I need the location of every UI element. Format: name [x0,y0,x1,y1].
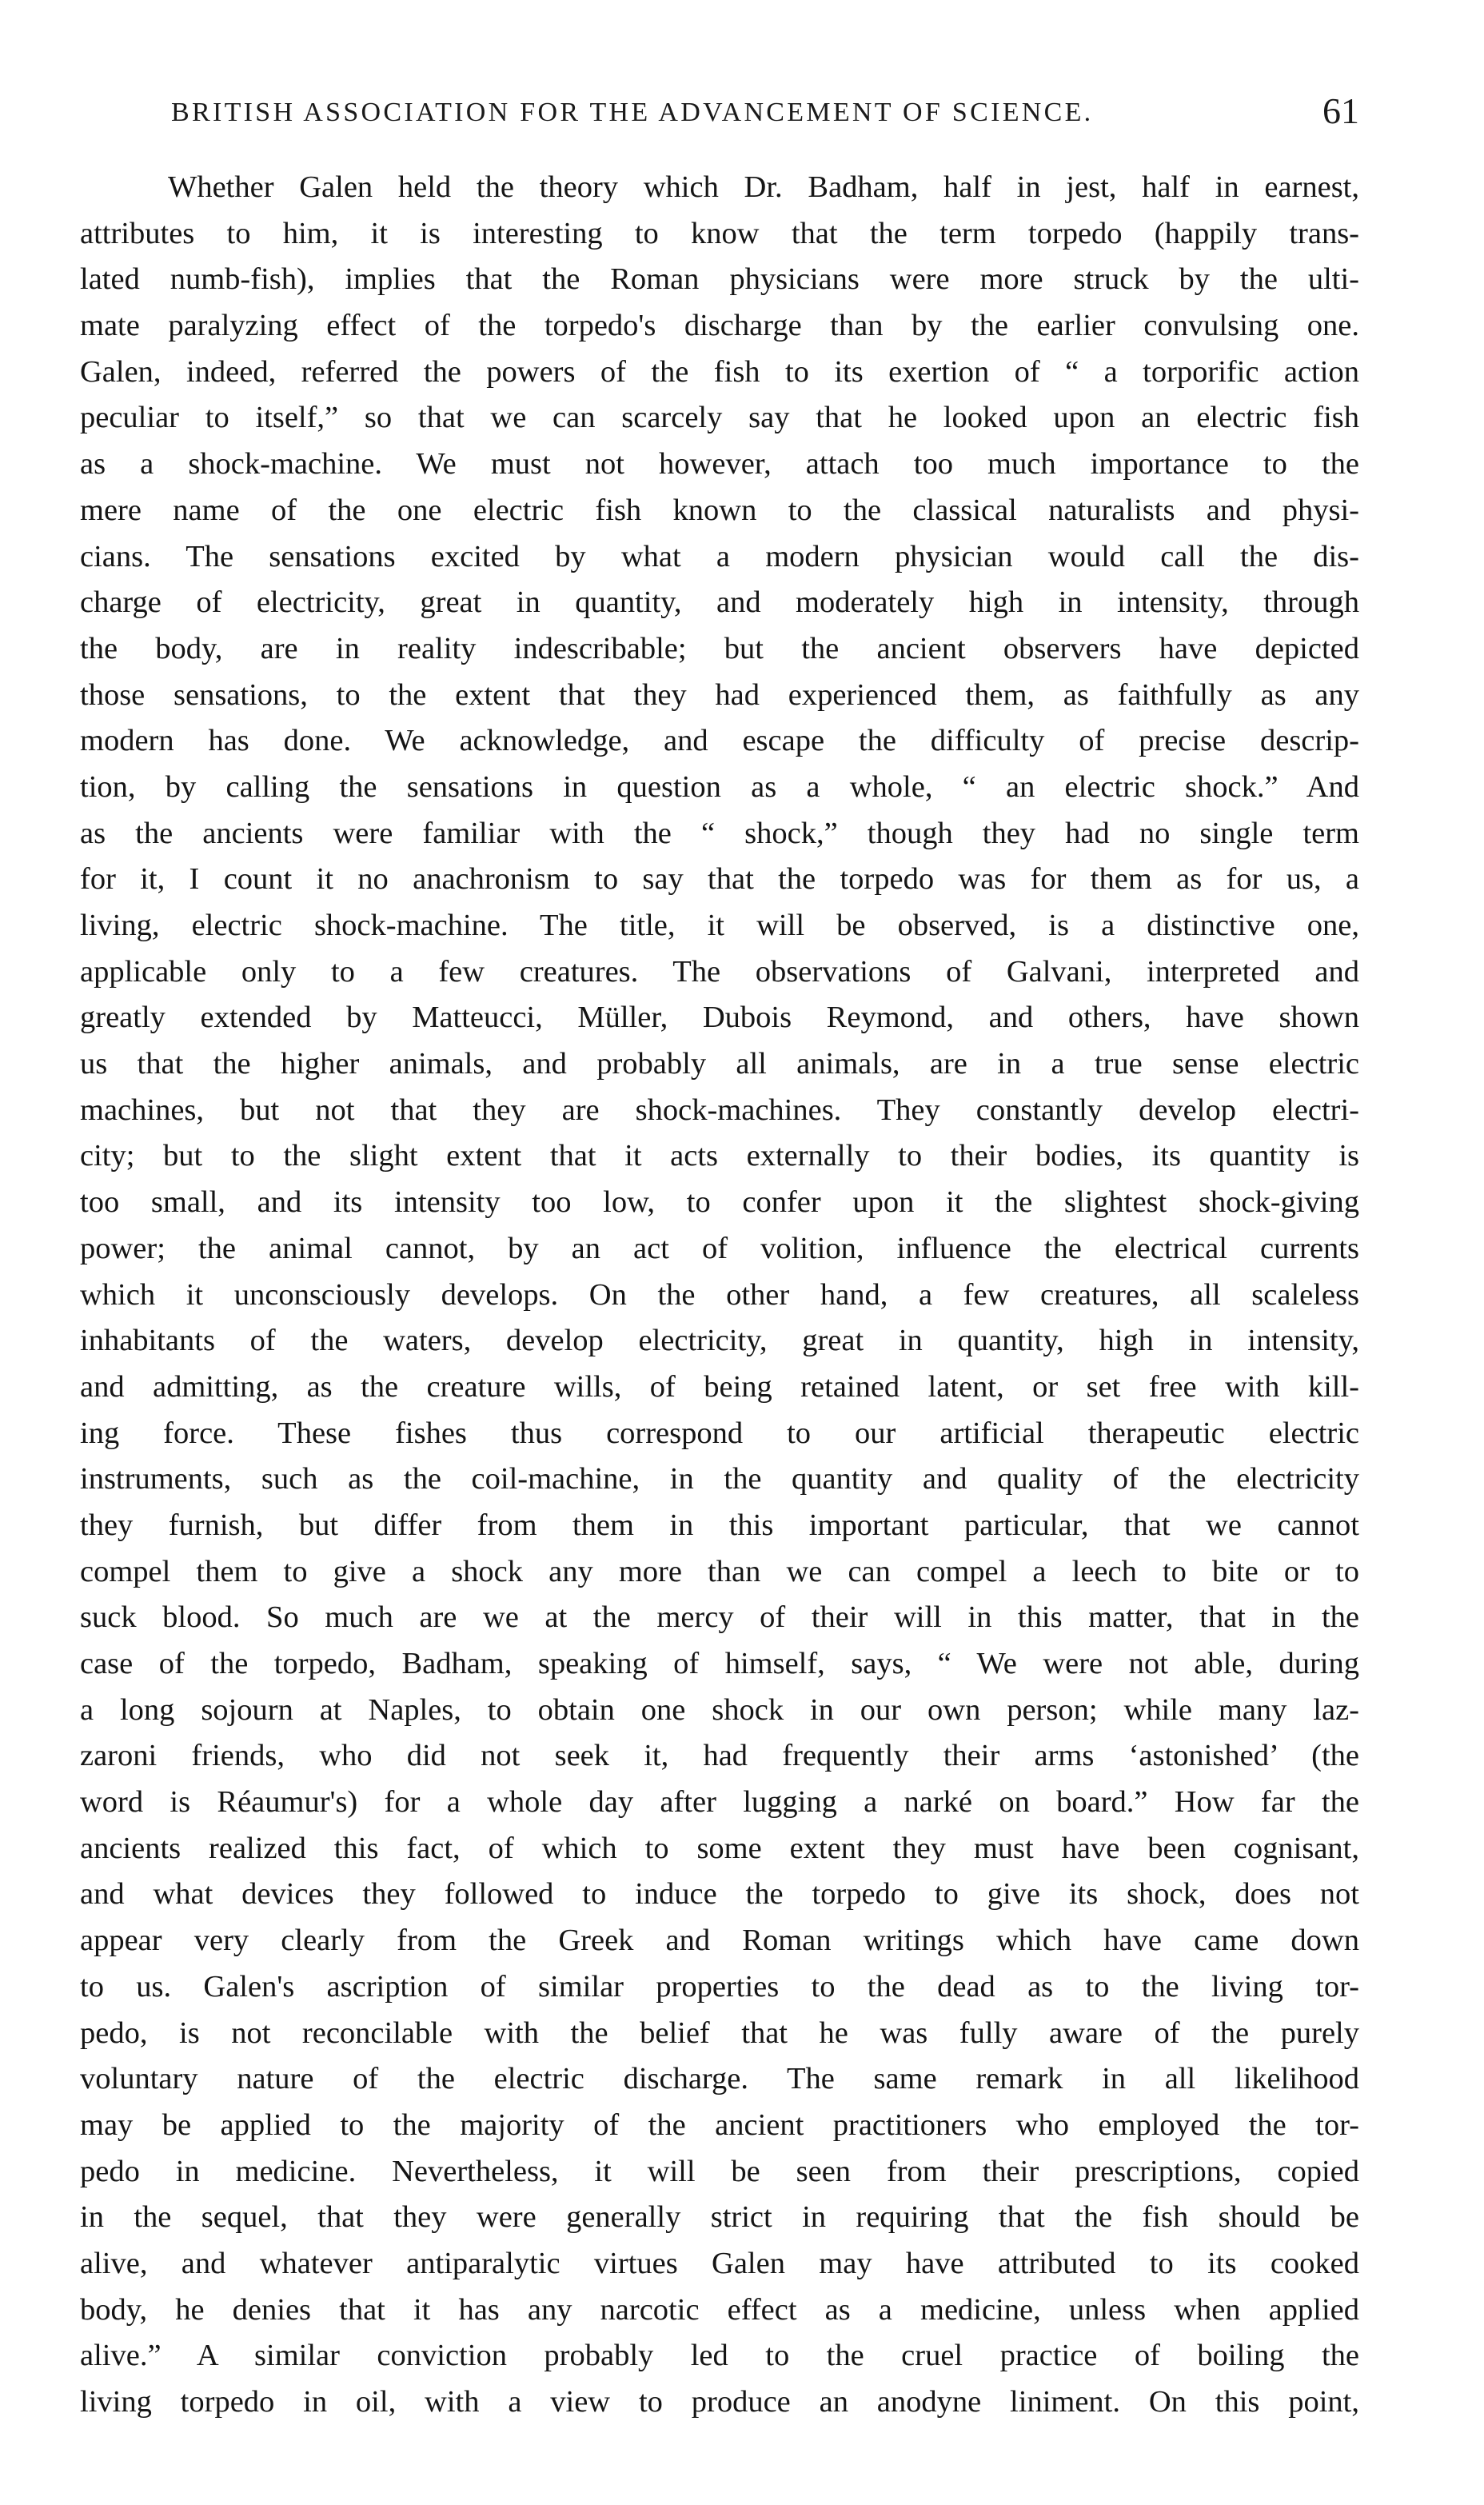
text-line: suck blood. So much are we at the mercy of their will in this matter, that in the [80,1600,1359,1635]
text-line: case of the torpedo, Badham, speaking of himself, says, “ We were not able, during [80,1647,1359,1680]
text-line: in the sequel, that they were generally strict in requiring that the fish should be [80,2200,1359,2235]
text-line: and admitting, as the creature wills, of being retained latent, or set free with kill- [80,1369,1359,1404]
text-line: modern has done. We acknowledge, and escape the difficulty of precise descrip- [80,724,1359,758]
text-line: living, electric shock-machine. The title, it will be observed, is a distinctive one, [80,909,1359,942]
text-line: power; the animal cannot, by an act of volition, influence the electrical currents [80,1231,1359,1265]
text-line: cians. The sensations excited by what a modern physician would call the dis- [80,539,1359,573]
text-line: a long sojourn at Naples, to obtain one shock in our own person; while many laz- [80,1692,1359,1727]
text-line: mate paralyzing effect of the torpedo's discharge than by the earlier convulsing one. [80,309,1359,343]
text-line: those sensations, to the extent that they had experienced them, as faithfully as any [80,677,1359,712]
running-title: BRITISH ASSOCIATION FOR THE ADVANCEMENT OF SCIENCE. [171,98,1094,127]
text-line: pedo, is not reconcilable with the belief that he was fully aware of the purely [80,2016,1359,2050]
text-line: ancients realized this fact, of which to some extent they must have been cognisant, [80,1831,1359,1865]
running-head [171,90,1359,138]
text-line: ing force. These fishes thus correspond to our artificial therapeutic electric [80,1416,1359,1450]
text-line: voluntary nature of the electric discharge. The same remark in all likelihood [80,2062,1359,2096]
text-line: which it unconsciously develops. On the other hand, a few creatures, all scaleless [80,1277,1359,1312]
text-line: machines, but not that they are shock-machines. They constantly develop electri- [80,1093,1359,1127]
text-line: Whether Galen held the theory which Dr. Badham, half in jest, half in earnest, [168,170,1359,204]
text-line: charge of electricity, great in quantity, and moderately high in intensity, through [80,585,1359,620]
text-line: appear very clearly from the Greek and Roman writings which have came down [80,1924,1359,1958]
text-line: us that the higher animals, and probably all animals, are in a true sense electric [80,1047,1359,1081]
text-line: body, he denies that it has any narcotic effect as a medicine, unless when applied [80,2292,1359,2327]
body-paragraph [80,165,1359,2426]
text-line: city; but to the slight extent that it acts externally to their bodies, its quantity is [80,1139,1359,1173]
text-line: pedo in medicine. Nevertheless, it will be seen from their prescriptions, copied [80,2154,1359,2188]
text-line: applicable only to a few creatures. The observations of Galvani, interpreted and [80,954,1359,989]
text-line: lated numb-fish), implies that the Roman physicians were more struck by the ulti- [80,262,1359,297]
text-line: greatly extended by Matteucci, Müller, Dubois Reymond, and others, have shown [80,1001,1359,1035]
text-line: to us. Galen's ascription of similar properties to the dead as to the living tor- [80,1969,1359,2004]
text-line: may be applied to the majority of the ancient practitioners who employed the tor- [80,2107,1359,2142]
text-line: peculiar to itself,” so that we can scarcely say that he looked upon an electric fish [80,401,1359,435]
text-line: the body, are in reality indescribable; but the ancient observers have depicted [80,631,1359,665]
page-number: 61 [1322,90,1359,131]
text-line: Galen, indeed, referred the powers of the fish to its exertion of “ a torporific action [80,354,1359,389]
text-line: alive, and whatever antiparalytic virtues Galen may have attributed to its cooked [80,2246,1359,2280]
text-line: compel them to give a shock any more than we can compel a leech to bite or to [80,1554,1359,1588]
text-line: inhabitants of the waters, develop electricity, great in quantity, high in intensity, [80,1324,1359,1358]
text-line: alive.” A similar conviction probably led to the cruel practice of boiling the [80,2339,1359,2373]
text-line: attributes to him, it is interesting to know that the term torpedo (happily trans- [80,216,1359,250]
text-line: word is Réaumur's) for a whole day after lugging a narké on board.” How far the [80,1785,1359,1820]
text-line: for it, I count it no anachronism to say that the torpedo was for them as for us, a [80,862,1359,897]
text-line: living torpedo in oil, with a view to produce an anodyne liniment. On this point, [80,2385,1359,2419]
text-line: tion, by calling the sensations in question as a whole, “ an electric shock.” And [80,769,1359,804]
text-line: too small, and its intensity too low, to confer upon it the slightest shock-giving [80,1185,1359,1220]
text-line: instruments, such as the coil-machine, in the quantity and quality of the electricity [80,1462,1359,1496]
text-line: as a shock-machine. We must not however, attach too much importance to the [80,447,1359,481]
text-line: mere name of the one electric fish known to the classical naturalists and physi- [80,493,1359,527]
text-line: and what devices they followed to induce the torpedo to give its shock, does not [80,1877,1359,1912]
text-line: as the ancients were familiar with the “ shock,” though they had no single term [80,816,1359,850]
text-line: zaroni friends, who did not seek it, had frequently their arms ‘astonished’ (the [80,1739,1359,1773]
text-line: they furnish, but differ from them in this important particular, that we cannot [80,1508,1359,1542]
